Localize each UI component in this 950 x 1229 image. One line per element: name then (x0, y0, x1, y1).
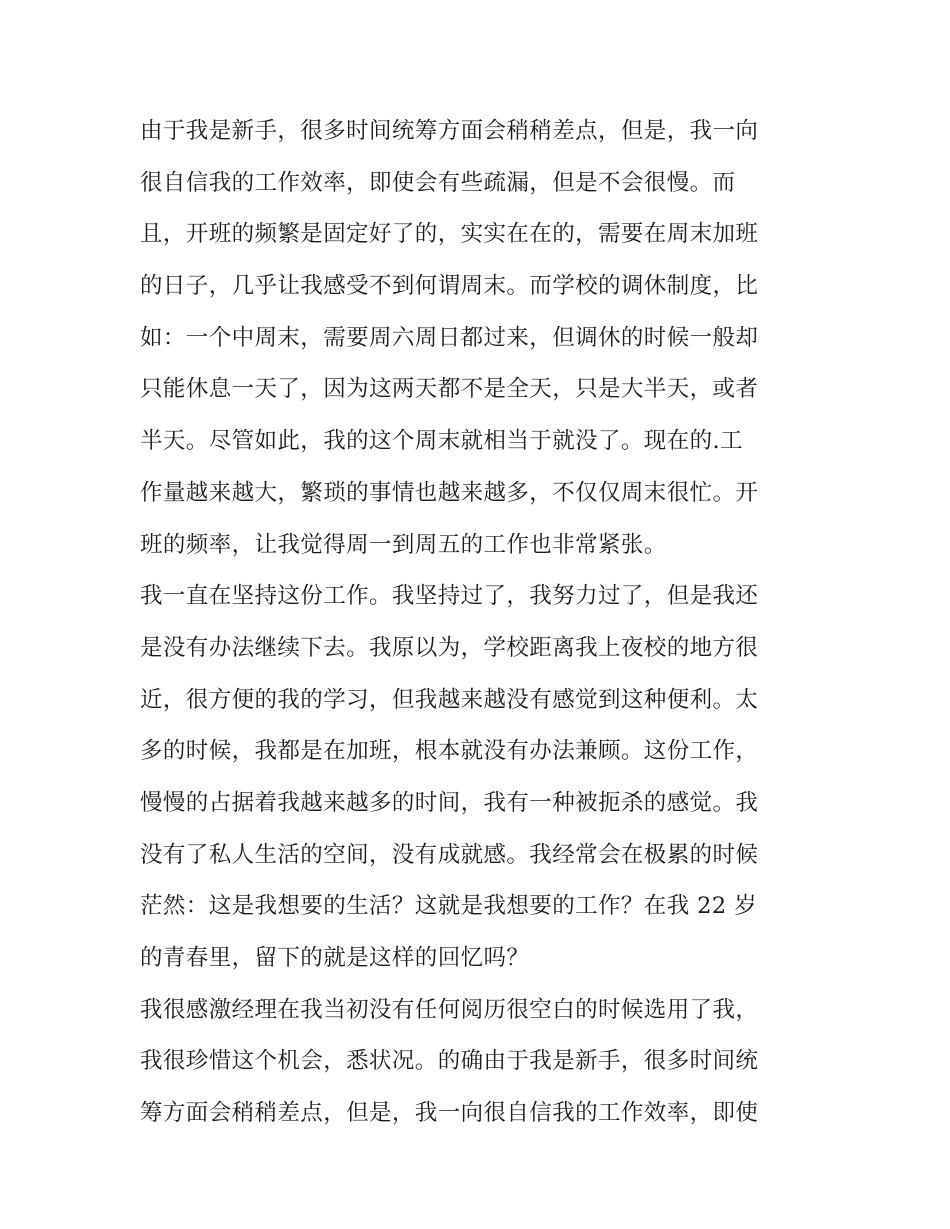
text-line: 没有了私人生活的空间，没有成就感。我经常会在极累的时候 (140, 841, 759, 868)
text-line: 筹方面会稍稍差点，但是，我一向很自信我的工作效率，即使 (140, 1100, 759, 1127)
text-line: 且，开班的频繁是固定好了的，实实在在的，需要在周末加班 (140, 221, 759, 248)
body-text (140, 106, 812, 1140)
text-line: 很自信我的工作效率，即使会有些疏漏，但是不会很慢。而 (140, 169, 736, 196)
text-line: 多的时候，我都是在加班，根本就没有办法兼顾。这份工作， (140, 738, 759, 765)
text-line: 我一直在坚持这份工作。我坚持过了，我努力过了，但是我还 (140, 583, 759, 610)
text-line: 半天。尽管如此，我的这个周末就相当于就没了。现在的.工 (140, 428, 743, 455)
text-line: 我很珍惜这个机会，悉状况。的确由于我是新手，很多时间统 (140, 1048, 759, 1075)
text-line: 我很感激经理在我当初没有任何阅历很空白的时候选用了我， (140, 996, 759, 1023)
text-line: 由于我是新手，很多时间统筹方面会稍稍差点，但是，我一向 (140, 118, 759, 144)
text-line: 只能休息一天了，因为这两天都不是全天，只是大半天，或者 (140, 376, 759, 403)
text-line: 的青春里，留下的就是这样的回忆吗？ (140, 945, 530, 971)
text-line: 茫然：这是我想要的生活？这就是我想要的工作？在我 22 岁 (140, 893, 758, 920)
text-line: 班的频率，让我觉得周一到周五的工作也非常紧张。 (140, 531, 667, 558)
text-line: 近，很方便的我的学习，但我越来越没有感觉到这种便利。太 (140, 686, 759, 713)
text-line: 慢慢的占据着我越来越多的时间，我有一种被扼杀的感觉。我 (140, 789, 759, 816)
text-line: 如：一个中周末，需要周六周日都过来，但调休的时候一般却 (140, 324, 759, 351)
text-line: 的日子，几乎让我感受不到何谓周末。而学校的调休制度，比 (140, 273, 759, 300)
text-line: 作量越来越大，繁琐的事情也越来越多，不仅仅周末很忙。开 (140, 479, 759, 506)
text-line: 是没有办法继续下去。我原以为，学校距离我上夜校的地方很 (140, 634, 759, 661)
